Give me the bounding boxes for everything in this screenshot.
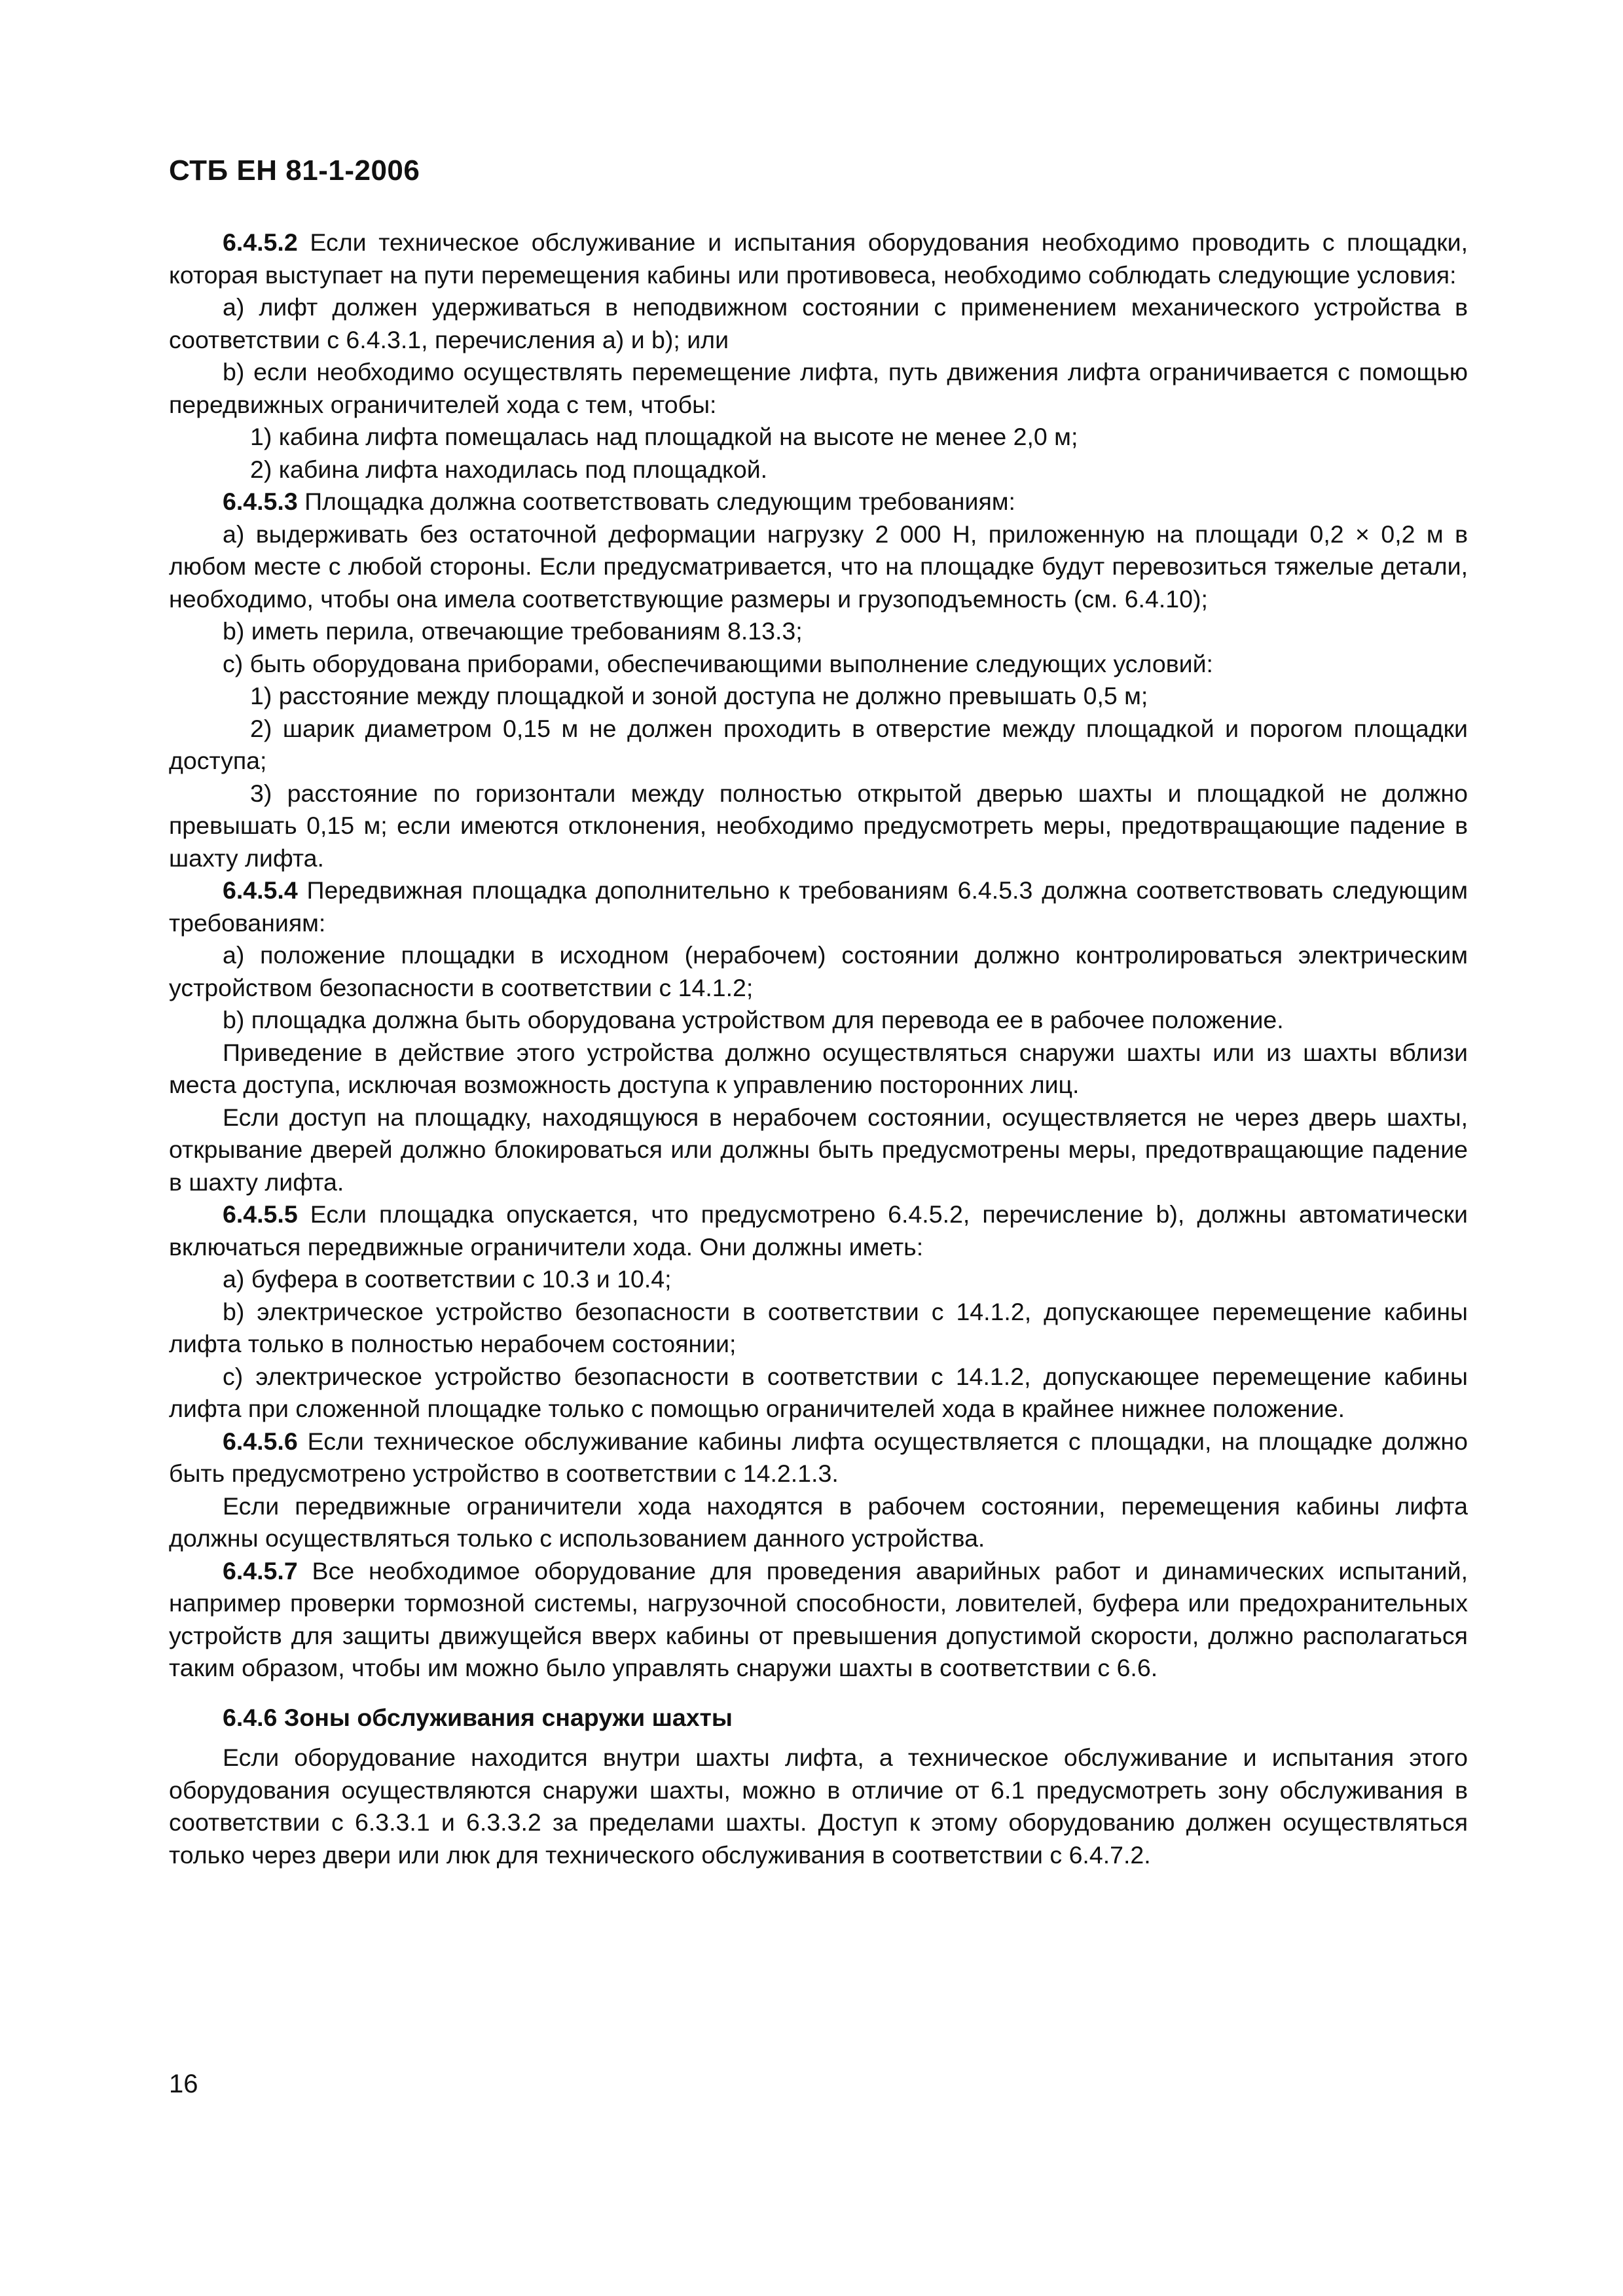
body-paragraph: Если доступ на площадку, находящуюся в нерабочем состоянии, осуществляется не через дверь шахты, открывание дверей должно блокироваться или должны быть предусмотрены меры, предотвращающие падение в шахту лифта. bbox=[169, 1103, 1468, 1196]
section-paragraph: Если оборудование находится внутри шахты лифта, а техническое обслуживание и испытания этого оборудования осуществляются снаружи шахты, можно в отличие от 6.1 предусмотреть зону обслуживания в соответствии с 6.3.3.1 и 6.3.3.2 за пределами шахты. Доступ к этому оборудованию должен осуществляться только через двери или люк для технического обслуживания в соответствии с 6.4.7.2. bbox=[169, 1744, 1468, 1869]
clause-text: Если техническое обслуживание кабины лифта осуществляется с площадки, на площадке должно быть предусмотрено устройство в соответствии с 14.2.1.3. bbox=[169, 1427, 1468, 1487]
sub-list-item: 2) кабина лифта находилась под площадкой. bbox=[250, 455, 768, 483]
list-item: a) положение площадки в исходном (нерабочем) состоянии должно контролироваться электрическим устройством безопасности в соответствии с 14.1.2; bbox=[169, 941, 1468, 1001]
clause-text: Если площадка опускается, что предусмотрено 6.4.5.2, перечисление b), должны автоматически включаться передвижные ограничители хода. Они должны иметь: bbox=[169, 1200, 1468, 1261]
list-item: b) иметь перила, отвечающие требованиям 8.13.3; bbox=[223, 617, 803, 645]
clause-number: 6.4.5.5 bbox=[223, 1200, 298, 1228]
clause-text: Все необходимое оборудование для проведения аварийных работ и динамических испытаний, например проверки тормозной системы, нагрузочной способности, ловителей, буфера или предохранительных устройств для защиты движущейся вверх кабины от превышения допустимой скорости, должно располагаться таким образом, чтобы им можно было управлять снаружи шахты в соответствии с 6.6. bbox=[169, 1556, 1468, 1681]
list-item: b) если необходимо осуществлять перемещение лифта, путь движения лифта ограничивается с помощью передвижных ограничителей хода с тем, чтобы: bbox=[169, 358, 1468, 418]
list-item: a) лифт должен удерживаться в неподвижном состоянии с применением механического устройства в соответствии с 6.4.3.1, перечисления a) и b); или bbox=[169, 293, 1468, 353]
list-item: c) быть оборудована приборами, обеспечивающими выполнение следующих условий: bbox=[223, 649, 1213, 677]
list-item: a) выдерживать без остаточной деформации нагрузку 2 000 Н, приложенную на площади 0,2 × 0,2 м в любом месте с любой стороны. Если предусматривается, что на площадке будут перевозиться тяжелые детали, необходимо, чтобы она имела соответствующие размеры и грузоподъемность (см. 6.4.10); bbox=[169, 520, 1468, 613]
clause-6-4-5-2 bbox=[169, 226, 1468, 291]
clause-text: Площадка должна соответствовать следующим требованиям: bbox=[297, 488, 1015, 515]
clause-6-4-5-5 bbox=[169, 1198, 1468, 1263]
list-item: c) электрическое устройство безопасности в соответствии с 14.1.2, допускающее перемещение кабины лифта при сложенной площадке только с помощью ограничителей хода в крайнее нижнее положение. bbox=[169, 1362, 1468, 1422]
body-paragraph: Если передвижные ограничители хода находятся в рабочем состоянии, перемещения кабины лифта должны осуществляться только с использованием данного устройства. bbox=[169, 1492, 1468, 1552]
body-paragraph: Приведение в действие этого устройства должно осуществляться снаружи шахты или из шахты вблизи места доступа, исключая возможность доступа к управлению посторонних лиц. bbox=[169, 1038, 1468, 1098]
clause-6-4-5-3 bbox=[169, 486, 1468, 518]
clause-6-4-5-7 bbox=[169, 1555, 1468, 1685]
clause-text: Если техническое обслуживание и испытания оборудования необходимо проводить с площадки, которая выступает на пути перемещения кабины или противовеса, необходимо соблюдать следующие условия: bbox=[169, 228, 1468, 289]
sub-list-item: 1) кабина лифта помещалась над площадкой на высоте не менее 2,0 м; bbox=[250, 423, 1078, 450]
list-item: a) буфера в соответствии с 10.3 и 10.4; bbox=[223, 1265, 672, 1293]
clause-number: 6.4.5.4 bbox=[223, 876, 298, 904]
document-header: СТБ ЕН 81-1-2006 bbox=[169, 154, 420, 187]
list-item: b) электрическое устройство безопасности в соответствии с 14.1.2, допускающее перемещение кабины лифта только в полностью нерабочем состоянии; bbox=[169, 1297, 1468, 1357]
sub-list-item: 1) расстояние между площадкой и зоной доступа не должно превышать 0,5 м; bbox=[250, 682, 1148, 709]
sub-list-item: 2) шарик диаметром 0,15 м не должен проходить в отверстие между площадкой и порогом площадки доступа; bbox=[169, 714, 1468, 774]
clause-number: 6.4.5.3 bbox=[223, 488, 298, 515]
clause-text: Передвижная площадка дополнительно к требованиям 6.4.5.3 должна соответствовать следующим требованиям: bbox=[169, 876, 1468, 937]
section-heading: 6.4.6 Зоны обслуживания снаружи шахты bbox=[223, 1703, 733, 1731]
page-number: 16 bbox=[169, 2070, 198, 2098]
list-item: b) площадка должна быть оборудована устройством для перевода ее в рабочее положение. bbox=[223, 1006, 1284, 1033]
clause-number: 6.4.5.7 bbox=[223, 1556, 298, 1585]
sub-list-item: 3) расстояние по горизонтали между полностью открытой дверью шахты и площадкой не должно превышать 0,15 м; если имеются отклонения, необходимо предусмотреть меры, предотвращающие падение в шахту лифта. bbox=[169, 779, 1468, 872]
clause-number: 6.4.5.2 bbox=[223, 228, 298, 256]
clause-6-4-5-6 bbox=[169, 1426, 1468, 1490]
document-body bbox=[169, 226, 1468, 1871]
clause-number: 6.4.5.6 bbox=[223, 1427, 298, 1455]
clause-6-4-5-4 bbox=[169, 874, 1468, 939]
